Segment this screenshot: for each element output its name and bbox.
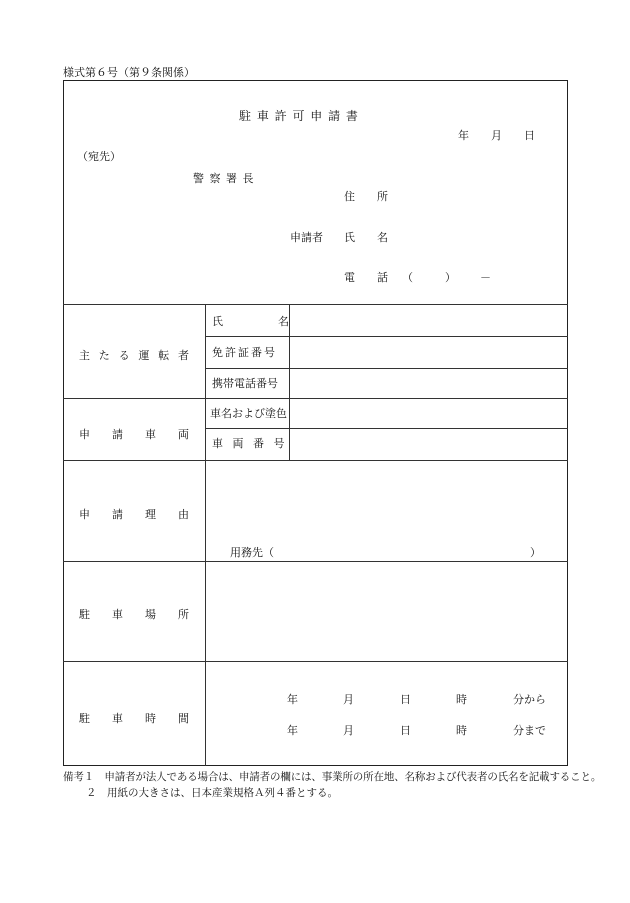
divider-reason bbox=[63, 561, 568, 562]
form-title: 駐 車 許 可 申 請 書 bbox=[239, 109, 359, 123]
time-from-minute: 分から bbox=[513, 693, 546, 706]
time-to-day: 日 bbox=[400, 724, 411, 737]
destination-label: 用務先（ bbox=[230, 546, 274, 559]
time-to-hour: 時 bbox=[456, 724, 467, 737]
time-from-month: 月 bbox=[343, 693, 354, 706]
date-day-label: 日 bbox=[524, 129, 535, 142]
date-month-label: 月 bbox=[491, 129, 502, 142]
note-1: 備考１ 申請者が法人である場合は、申請者の欄には、事業所の所在地、名称および代表者の氏名を記載すること。 bbox=[63, 771, 602, 783]
driver-license-label: 免許証番号 bbox=[212, 346, 277, 359]
destination-close-paren: ） bbox=[530, 546, 541, 559]
driver-name-label: 氏 名 bbox=[212, 315, 289, 328]
note-2: ２ 用紙の大きさは、日本産業規格Ａ列４番とする。 bbox=[86, 787, 338, 799]
divider-label-column bbox=[289, 304, 290, 460]
addressee: 警 察 署 長 bbox=[193, 172, 255, 185]
reason-heading: 申 請 理 由 bbox=[79, 508, 189, 521]
driver-heading: 主 た る 運 転 者 bbox=[79, 349, 189, 362]
phone-label: 電 話 bbox=[344, 271, 388, 284]
vehicle-make-color-field[interactable] bbox=[291, 399, 567, 427]
phone-open-paren: （ bbox=[402, 271, 413, 284]
time-from-day: 日 bbox=[400, 693, 411, 706]
place-field[interactable] bbox=[207, 563, 567, 660]
addressee-label: （宛先） bbox=[77, 150, 121, 163]
vehicle-make-color-label: 車名および塗色 bbox=[210, 407, 287, 420]
time-to-year: 年 bbox=[287, 724, 298, 737]
divider-heading-column bbox=[205, 304, 206, 766]
phone-close-paren: ） bbox=[445, 271, 456, 284]
address-label: 住 所 bbox=[344, 190, 388, 203]
driver-mobile-label: 携帯電話番号 bbox=[212, 377, 278, 390]
divider-place bbox=[63, 661, 568, 662]
time-heading: 駐 車 時 間 bbox=[79, 712, 189, 725]
form-code: 様式第６号（第９条関係） bbox=[63, 66, 195, 79]
time-to-month: 月 bbox=[343, 724, 354, 737]
vehicle-number-label: 車 両 番 号 bbox=[212, 437, 288, 450]
vehicle-number-field[interactable] bbox=[291, 429, 567, 459]
reason-field[interactable] bbox=[207, 462, 567, 542]
driver-license-field[interactable] bbox=[291, 337, 567, 367]
driver-mobile-field[interactable] bbox=[291, 369, 567, 397]
phone-dash: － bbox=[480, 271, 491, 284]
applicant-label: 申請者 bbox=[290, 231, 323, 244]
vehicle-heading: 申 請 車 両 bbox=[79, 428, 189, 441]
time-from-hour: 時 bbox=[456, 693, 467, 706]
place-heading: 駐 車 場 所 bbox=[79, 608, 189, 621]
driver-name-field[interactable] bbox=[291, 305, 567, 335]
time-from-year: 年 bbox=[287, 693, 298, 706]
applicant-name-label: 氏 名 bbox=[344, 231, 388, 244]
divider-vehicle bbox=[63, 460, 568, 461]
time-to-minute: 分まで bbox=[513, 724, 546, 737]
destination-field[interactable] bbox=[280, 544, 528, 560]
date-year-label: 年 bbox=[458, 129, 469, 142]
